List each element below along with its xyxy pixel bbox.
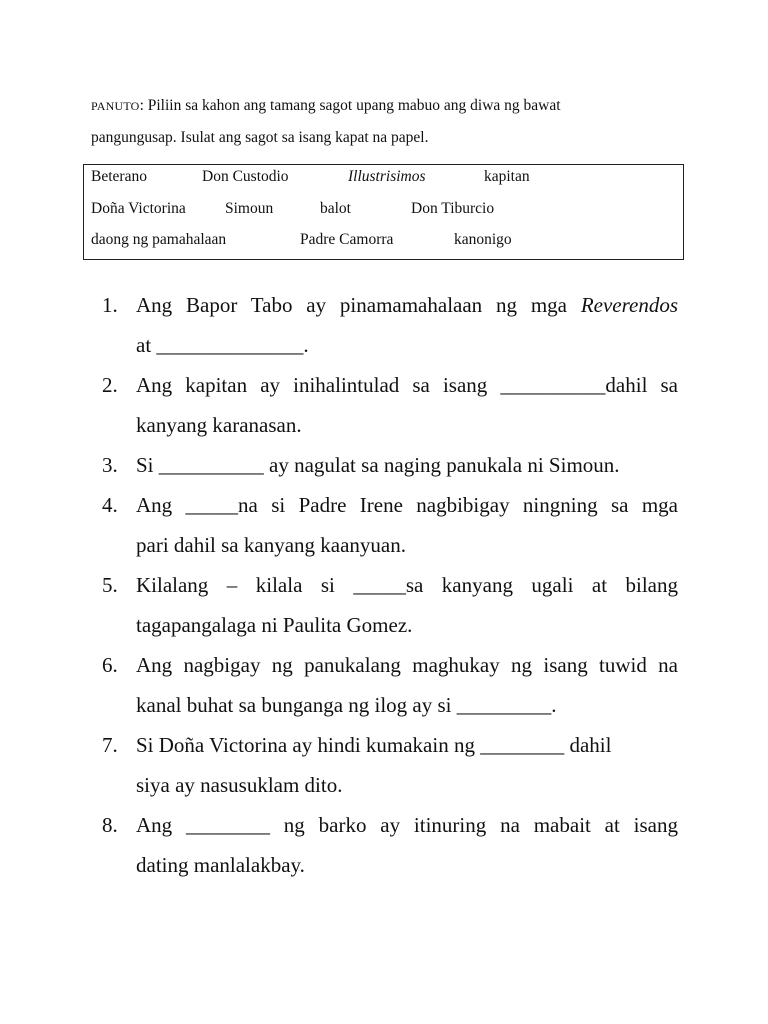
question-1 <box>102 285 678 365</box>
question-number: 6. <box>102 653 118 677</box>
question-number: 7. <box>102 733 118 757</box>
instructions <box>91 90 691 153</box>
question-number: 4. <box>102 493 118 517</box>
question-text: Ang _____na si Padre Irene nagbibigay ningning sa mga <box>136 493 678 517</box>
question-text: dating manlalakbay. <box>136 853 305 877</box>
question-5 <box>102 565 678 645</box>
word-bank-box <box>83 164 684 260</box>
word-option: kapitan <box>484 168 530 185</box>
word-option: Beterano <box>91 168 147 185</box>
word-option: Don Custodio <box>202 168 289 185</box>
question-2 <box>102 365 678 445</box>
question-text: Kilalang – kilala si _____sa kanyang ugali at bilang <box>136 573 678 597</box>
question-7 <box>102 725 678 805</box>
word-option: Doña Victorina <box>91 200 186 217</box>
question-text: Ang ________ ng barko ay itinuring na mabait at isang <box>136 813 678 837</box>
word-option: Padre Camorra <box>300 231 394 248</box>
question-number: 8. <box>102 813 118 837</box>
question-text: Si __________ ay nagulat sa naging panukala ni Simoun. <box>136 453 620 477</box>
question-text: Ang kapitan ay inihalintulad sa isang __________dahil sa <box>136 373 678 397</box>
question-text: pari dahil sa kanyang kaanyuan. <box>136 533 406 557</box>
question-text: siya ay nasusuklam dito. <box>136 773 343 797</box>
question-number: 1. <box>102 293 118 317</box>
instructions-label: PANUTO <box>91 99 140 113</box>
word-option: balot <box>320 200 351 217</box>
question-text: kanal buhat sa bunganga ng ilog ay si _________. <box>136 693 557 717</box>
question-text: kanyang karanasan. <box>136 413 302 437</box>
word-option: Don Tiburcio <box>411 200 495 217</box>
instructions-line2: pangungusap. Isulat ang sagot sa isang kapat na papel. <box>91 129 429 146</box>
question-4 <box>102 485 678 565</box>
question-text: at ______________. <box>136 333 309 357</box>
word-option: Illustrisimos <box>348 168 426 185</box>
word-option: kanonigo <box>454 231 512 248</box>
question-number: 2. <box>102 373 118 397</box>
question-text: Ang Bapor Tabo ay pinamamahalaan ng mga <box>136 293 581 317</box>
instructions-line1: : Piliin sa kahon ang tamang sagot upang mabuo ang diwa ng bawat <box>139 97 561 114</box>
question-number: 5. <box>102 573 118 597</box>
question-text: Si Doña Victorina ay hindi kumakain ng ________ dahil <box>136 733 612 757</box>
question-text: Ang nagbigay ng panukalang maghukay ng isang tuwid na <box>136 653 678 677</box>
question-text-italic: Reverendos <box>580 293 678 317</box>
question-3 <box>102 445 678 485</box>
question-number: 3. <box>102 453 118 477</box>
word-option: Simoun <box>225 200 274 217</box>
question-text: tagapangalaga ni Paulita Gomez. <box>136 613 413 637</box>
word-option: daong ng pamahalaan <box>91 231 227 248</box>
question-6 <box>102 645 678 725</box>
question-8 <box>102 805 678 885</box>
